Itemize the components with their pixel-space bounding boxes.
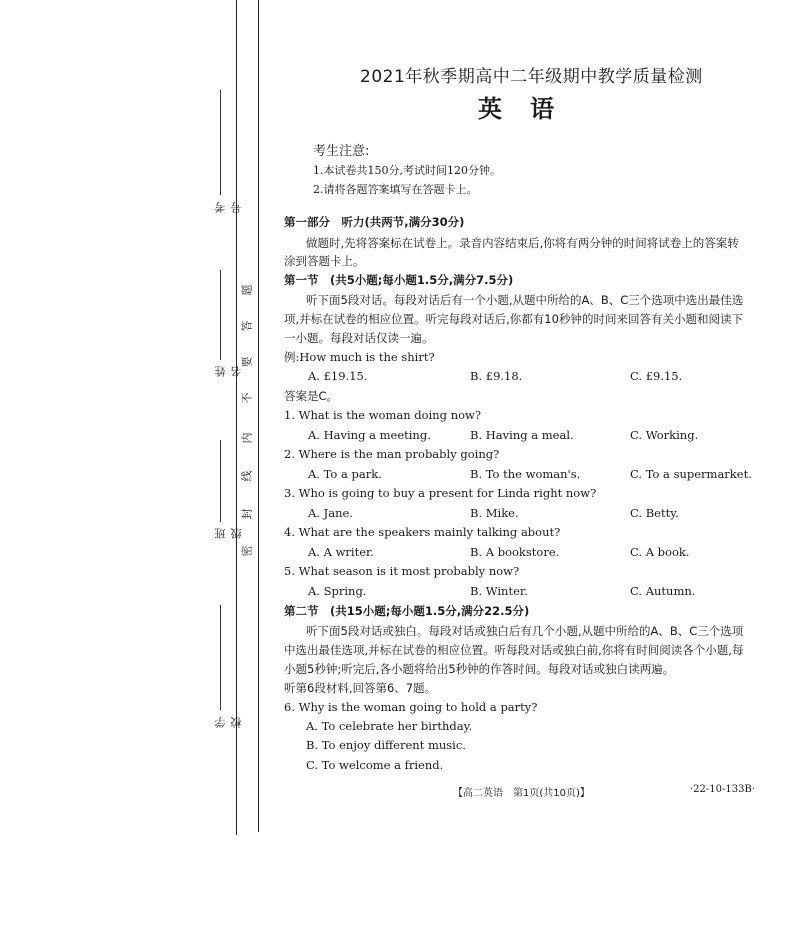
section2-instruction: 中选出最佳选项,并标在试卷的相应位置。听每段对话或独白前,你将有时间阅读各个小题,每 (284, 643, 744, 657)
option-c: C. Betty. (630, 506, 679, 520)
kaohao-fill-line (220, 90, 221, 195)
question: 6. Why is the woman going to hold a party? (284, 700, 538, 714)
subject-title: 英语 (478, 95, 582, 123)
question: 4. What are the speakers mainly talking about? (284, 525, 561, 539)
seal-char: 要 (240, 356, 254, 368)
xuexiao-fill-line (220, 605, 221, 710)
option-c: C. To a supermarket. (630, 467, 752, 481)
seal-char: 答 (240, 320, 254, 332)
seal-char: 内 (240, 432, 254, 444)
example-option-b: B. £9.18. (470, 369, 523, 383)
part1-instruction: 做题时,先将答案标在试卷上。录音内容结束后,你将有两分钟的时间将试卷上的答案转 (306, 236, 739, 250)
question: 3. Who is going to buy a present for Linda right now? (284, 486, 597, 500)
part1-instruction: 涂到答题卡上。 (284, 254, 365, 268)
margin-xuexiao-label: 学校 (214, 717, 243, 728)
banji-fill-line (220, 440, 221, 522)
example-question: 例:How much is the shirt? (284, 350, 435, 364)
section1-heading: 第一节 (共5小题;每小题1.5分,满分7.5分) (284, 273, 514, 287)
material-note: 听第6段材料,回答第6、7题。 (284, 681, 437, 695)
option-a: A. To celebrate her birthday. (306, 719, 473, 733)
section2-instruction: 听下面5段对话或独白。每段对话或独白后有几个小题,从题中所给的A、B、C三个选项 (306, 624, 744, 638)
part1-heading: 第一部分 听力(共两节,满分30分) (284, 215, 465, 229)
seal-char: 密 (240, 545, 254, 557)
notice-heading: 考生注意: (313, 144, 370, 159)
option-a: A. To a park. (308, 467, 382, 481)
seal-char: 封 (240, 508, 254, 520)
xingming-fill-line (220, 270, 221, 360)
section2-instruction: 小题5秒钟;听完后,各小题将给出5秒钟的作答时间。每段对话或独白读两遍。 (284, 662, 675, 676)
notice-item: 2.请将各题答案填写在答题卡上。 (313, 183, 478, 196)
example-answer: 答案是C。 (284, 389, 339, 403)
margin-kaohao-label: 考号 (214, 202, 243, 213)
option-c: C. A book. (630, 545, 690, 559)
example-option-c: C. £9.15. (630, 369, 683, 383)
example-option-a: A. £19.15. (308, 369, 368, 383)
option-c: C. To welcome a friend. (306, 758, 444, 772)
paper-code: ·22-10-133B· (690, 784, 755, 795)
option-a: A. Jane. (308, 506, 353, 520)
option-c: C. Working. (630, 428, 699, 442)
margin-xingming-label: 姓名 (214, 366, 243, 377)
option-b: B. To the woman's. (470, 467, 581, 481)
binding-line-outer (236, 0, 237, 835)
option-b: B. To enjoy different music. (306, 738, 466, 752)
question: 1. What is the woman doing now? (284, 408, 482, 422)
question: 5. What season is it most probably now? (284, 564, 520, 578)
notice-item: 1.本试卷共150分,考试时间120分钟。 (313, 164, 501, 177)
option-a: A. A writer. (308, 545, 374, 559)
section1-instruction: 听下面5段对话。每段对话后有一个小题,从题中所给的A、B、C三个选项中选出最佳选 (306, 293, 744, 307)
section2-heading: 第二节 (共15小题;每小题1.5分,满分22.5分) (284, 604, 530, 618)
seal-char: 不 (240, 392, 254, 404)
option-b: B. Having a meal. (470, 428, 574, 442)
option-a: A. Spring. (308, 584, 367, 598)
option-b: B. A bookstore. (470, 545, 560, 559)
section1-instruction: 一小题。每段对话仅读一遍。 (284, 331, 434, 345)
option-b: B. Winter. (470, 584, 528, 598)
section1-instruction: 项,并标在试卷的相应位置。听完每段对话后,你都有10秒钟的时间来回答有关小题和阅读下 (284, 312, 743, 326)
option-a: A. Having a meeting. (308, 428, 431, 442)
binding-line-inner (258, 0, 259, 832)
question: 2. Where is the man probably going? (284, 447, 500, 461)
margin-banji-label: 班级 (214, 528, 243, 539)
seal-char: 线 (240, 470, 254, 482)
page-footer: 【高二英语 第1页(共10页)】 (453, 788, 590, 799)
exam-title: 2021年秋季期高中二年级期中教学质量检测 (360, 67, 703, 87)
option-b: B. Mike. (470, 506, 519, 520)
seal-char: 题 (240, 284, 254, 296)
option-c: C. Autumn. (630, 584, 696, 598)
